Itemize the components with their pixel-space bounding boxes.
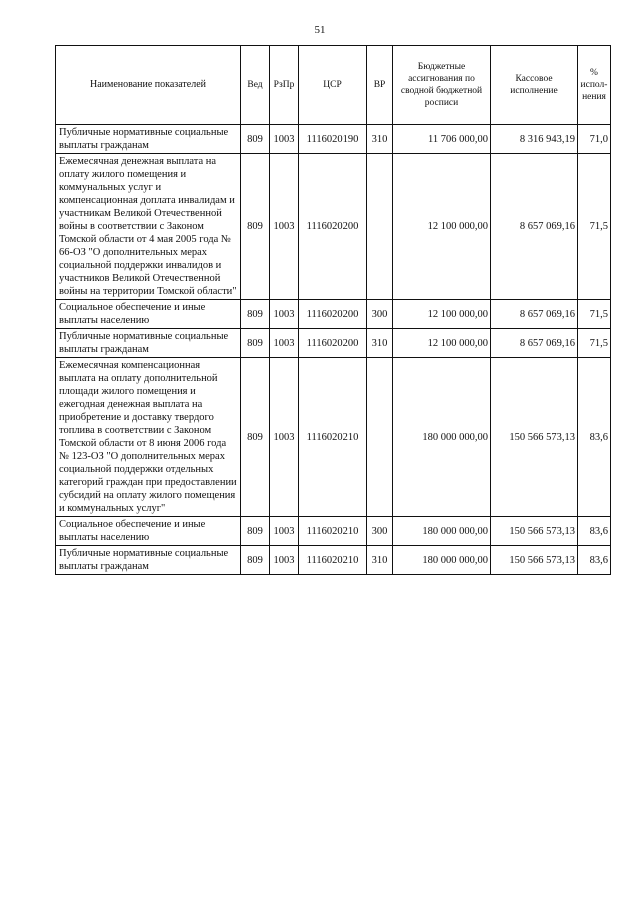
row-ved: 809 xyxy=(241,517,270,546)
row-percent: 71,5 xyxy=(578,154,611,300)
table-row xyxy=(56,154,611,300)
row-cash: 8 316 943,19 xyxy=(491,125,578,154)
header-budget: Бюджетные ассигнования по сводной бюджетной росписи xyxy=(393,46,491,125)
page-number: 51 xyxy=(314,24,326,36)
row-name: Ежемесячная компенсационная выплата на оплату дополнительной площади жилого помещения и ежегодная денежная выплата на приобретение и доставку твердого топлива в соответствии с Законом Томской области от 8 июня 2006 года № 123-ОЗ "О дополнительных мерах социальной поддержки отдельных категорий граждан при предоставлении субсидий на оплату жилого помещения и коммунальных услуг" xyxy=(56,358,241,517)
row-ved: 809 xyxy=(241,546,270,575)
row-name: Социальное обеспечение и иные выплаты населению xyxy=(56,300,241,329)
row-name: Социальное обеспечение и иные выплаты населению xyxy=(56,517,241,546)
row-budget: 11 706 000,00 xyxy=(393,125,491,154)
row-rzpr: 1003 xyxy=(270,517,299,546)
table-row xyxy=(56,546,611,575)
row-percent: 83,6 xyxy=(578,517,611,546)
row-name: Публичные нормативные социальные выплаты гражданам xyxy=(56,329,241,358)
row-rzpr: 1003 xyxy=(270,329,299,358)
row-name: Публичные нормативные социальные выплаты гражданам xyxy=(56,125,241,154)
row-rzpr: 1003 xyxy=(270,546,299,575)
row-vr: 300 xyxy=(367,300,393,329)
row-name: Публичные нормативные социальные выплаты гражданам xyxy=(56,546,241,575)
row-csr: 1116020210 xyxy=(299,358,367,517)
row-csr: 1116020190 xyxy=(299,125,367,154)
table-row xyxy=(56,300,611,329)
row-ved: 809 xyxy=(241,154,270,300)
row-ved: 809 xyxy=(241,358,270,517)
row-csr: 1116020200 xyxy=(299,329,367,358)
row-percent: 71,5 xyxy=(578,300,611,329)
row-rzpr: 1003 xyxy=(270,300,299,329)
row-cash: 8 657 069,16 xyxy=(491,329,578,358)
header-vr: ВР xyxy=(367,46,393,125)
row-budget: 12 100 000,00 xyxy=(393,154,491,300)
row-csr: 1116020200 xyxy=(299,300,367,329)
row-budget: 180 000 000,00 xyxy=(393,517,491,546)
row-name: Ежемесячная денежная выплата на оплату жилого помещения и коммунальных услуг и компенсационная доплата инвалидам и участникам Великой Отечественной войны в соответствии с Законом Томской области от 4 мая 2005 года № 66-ОЗ "О дополнительных мерах социальной поддержки инвалидов и участников Великой Отечественной войны на территории Томской области" xyxy=(56,154,241,300)
row-budget: 180 000 000,00 xyxy=(393,546,491,575)
row-csr: 1116020200 xyxy=(299,154,367,300)
row-cash: 150 566 573,13 xyxy=(491,517,578,546)
row-vr xyxy=(367,358,393,517)
row-vr: 310 xyxy=(367,546,393,575)
row-rzpr: 1003 xyxy=(270,125,299,154)
header-ved: Вед xyxy=(241,46,270,125)
row-cash: 150 566 573,13 xyxy=(491,546,578,575)
header-cash: Кассовое исполнение xyxy=(491,46,578,125)
table-row xyxy=(56,329,611,358)
row-budget: 12 100 000,00 xyxy=(393,329,491,358)
row-vr xyxy=(367,154,393,300)
table-row xyxy=(56,358,611,517)
table-row xyxy=(56,125,611,154)
header-name: Наименование показателей xyxy=(56,46,241,125)
row-budget: 12 100 000,00 xyxy=(393,300,491,329)
row-ved: 809 xyxy=(241,300,270,329)
row-budget: 180 000 000,00 xyxy=(393,358,491,517)
row-ved: 809 xyxy=(241,329,270,358)
budget-table xyxy=(55,45,611,575)
header-percent: % испол-нения xyxy=(578,46,611,125)
row-vr: 310 xyxy=(367,329,393,358)
row-vr: 300 xyxy=(367,517,393,546)
row-percent: 71,0 xyxy=(578,125,611,154)
row-csr: 1116020210 xyxy=(299,517,367,546)
row-csr: 1116020210 xyxy=(299,546,367,575)
table-row xyxy=(56,517,611,546)
row-cash: 8 657 069,16 xyxy=(491,300,578,329)
row-ved: 809 xyxy=(241,125,270,154)
row-vr: 310 xyxy=(367,125,393,154)
header-csr: ЦСР xyxy=(299,46,367,125)
row-rzpr: 1003 xyxy=(270,154,299,300)
row-percent: 83,6 xyxy=(578,358,611,517)
row-percent: 71,5 xyxy=(578,329,611,358)
header-rzpr: РзПр xyxy=(270,46,299,125)
row-rzpr: 1003 xyxy=(270,358,299,517)
row-percent: 83,6 xyxy=(578,546,611,575)
row-cash: 8 657 069,16 xyxy=(491,154,578,300)
table-header-row xyxy=(56,46,611,125)
row-cash: 150 566 573,13 xyxy=(491,358,578,517)
